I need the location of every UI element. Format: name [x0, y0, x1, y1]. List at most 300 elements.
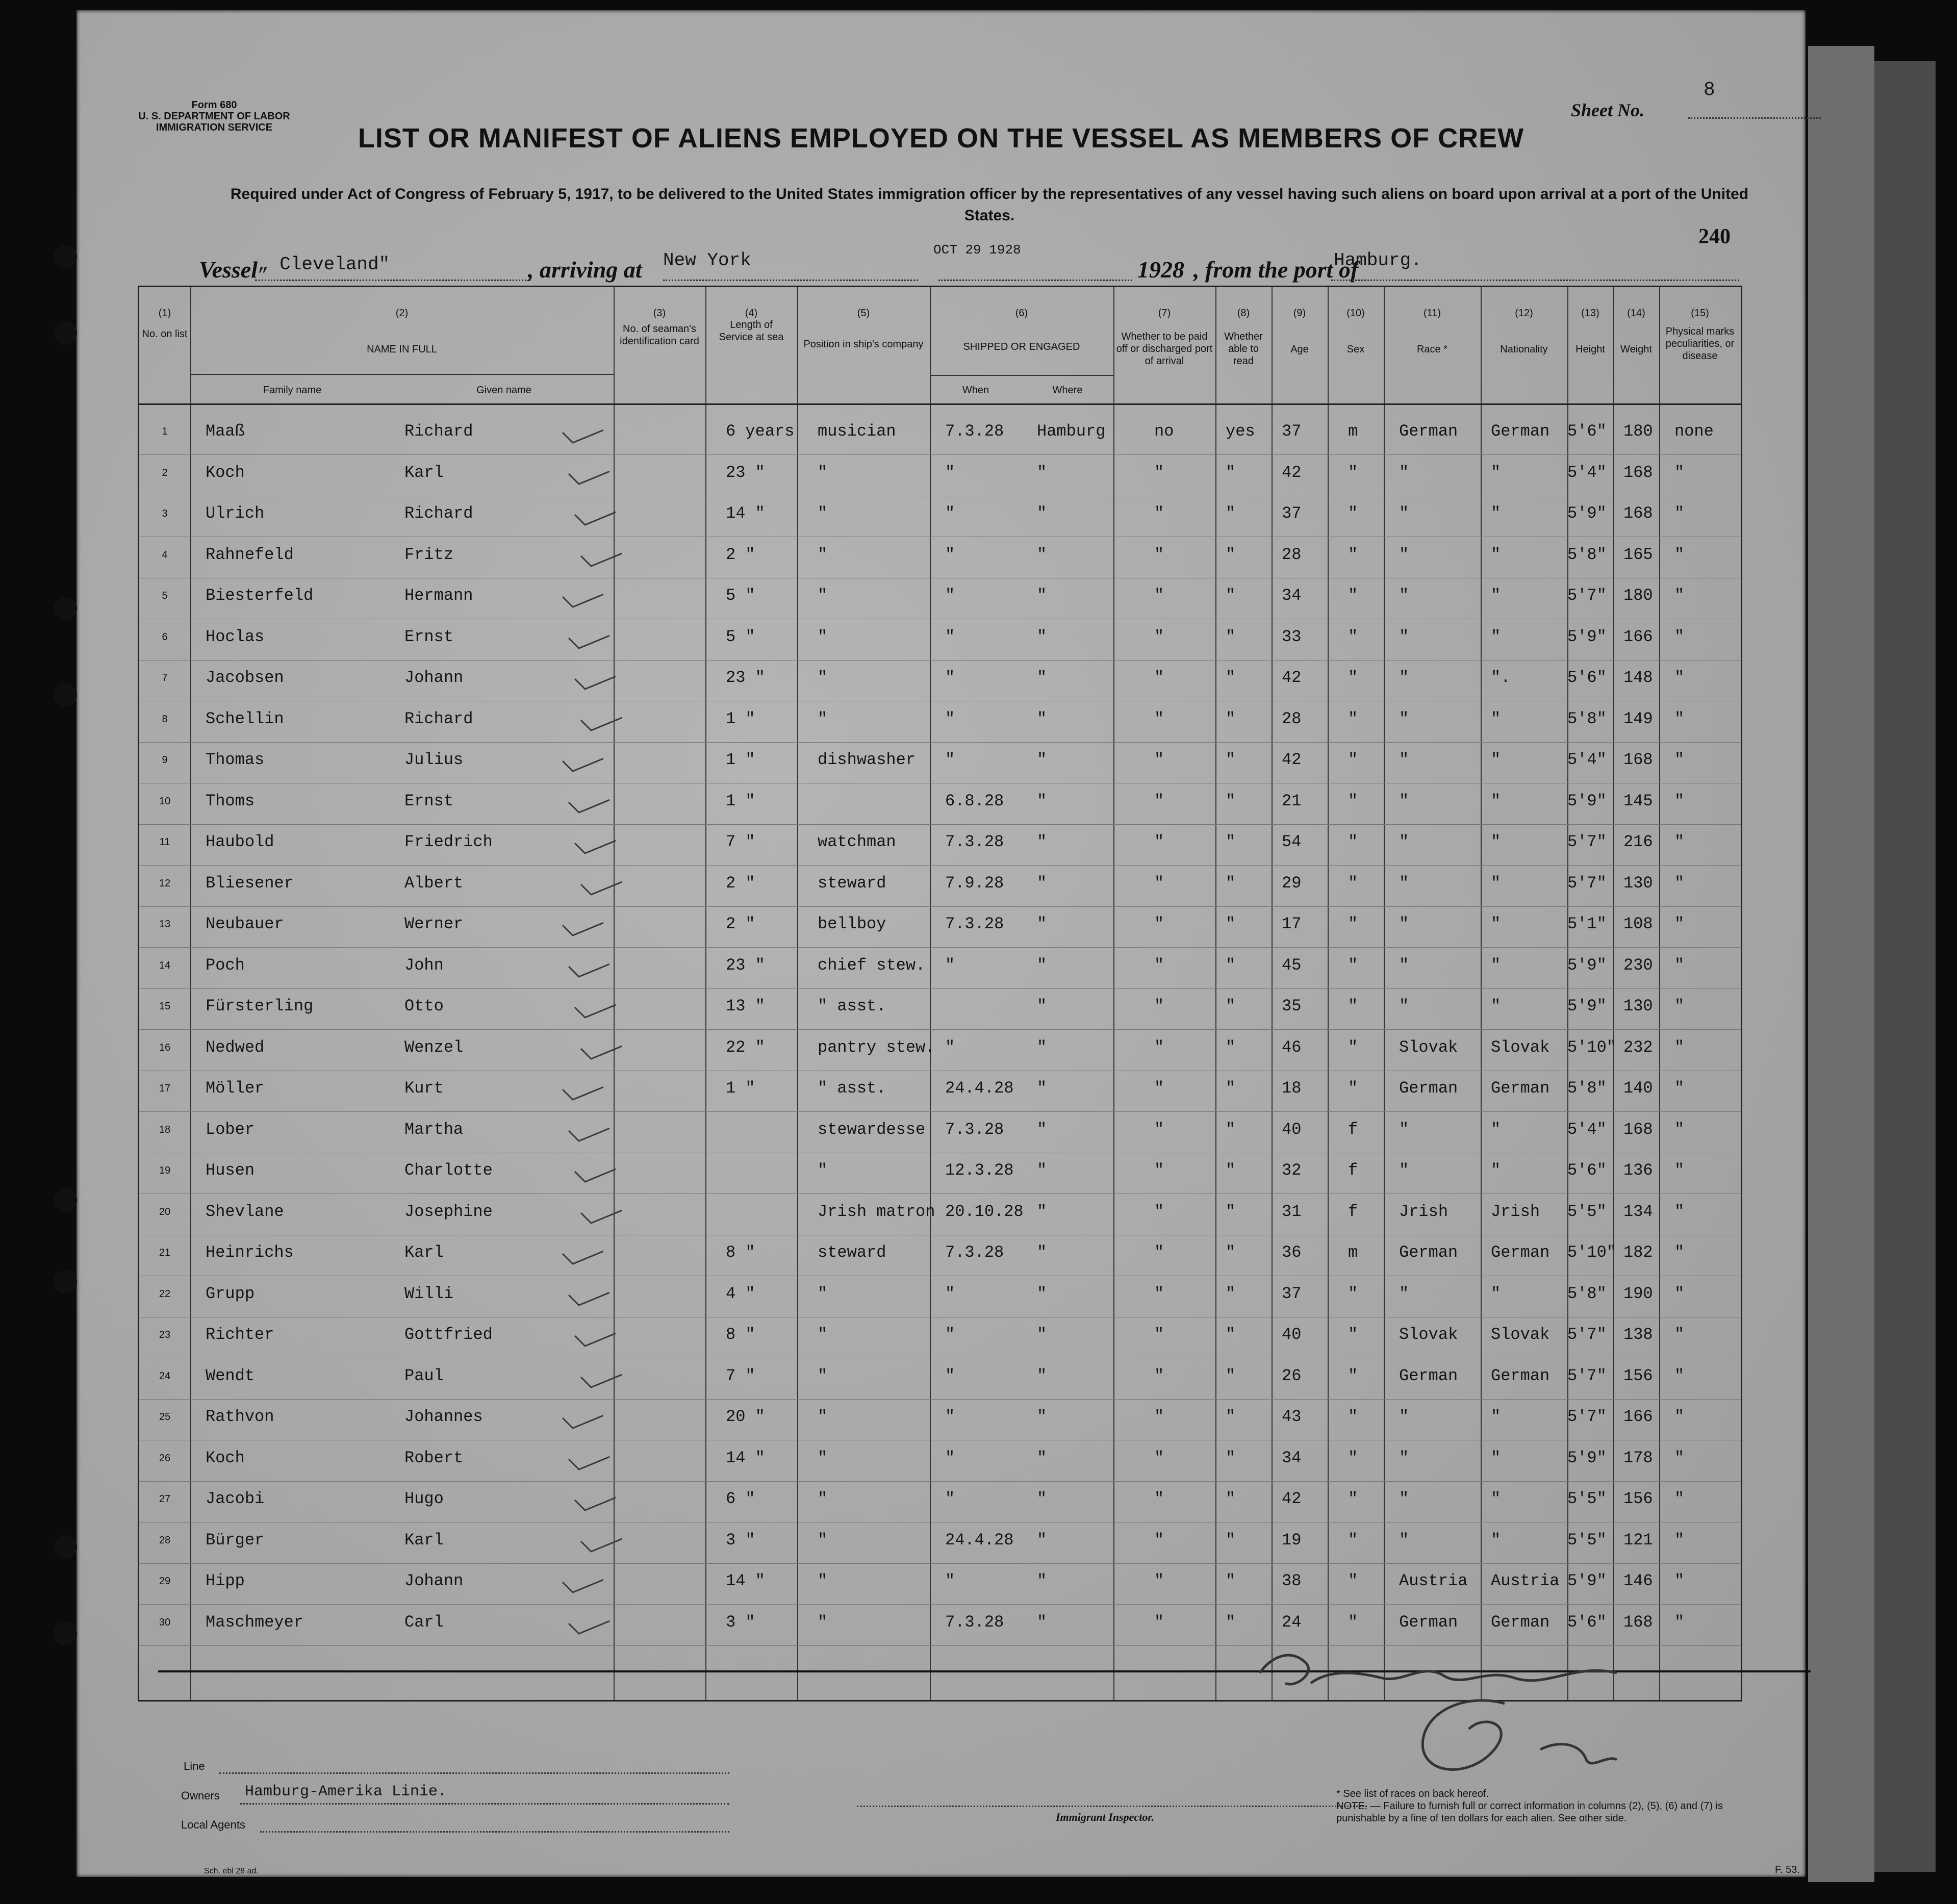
family-name-cell: Heinrichs	[206, 1243, 294, 1262]
family-name-cell: Jacobsen	[206, 668, 284, 687]
nationality-cell: "	[1491, 504, 1501, 523]
family-name-cell: Hoclas	[206, 627, 265, 646]
service-length-cell: 1 "	[726, 709, 755, 728]
given-name-cell: Julius	[404, 750, 464, 769]
nationality-cell: German	[1491, 1079, 1550, 1098]
check-mark-icon	[570, 651, 616, 692]
paid-off-cell: "	[1154, 1448, 1164, 1467]
shipped-where-cell: "	[1037, 1612, 1047, 1632]
service-length-cell: 2 "	[726, 545, 755, 564]
nationality-cell: Jrish	[1491, 1202, 1540, 1221]
row-rule	[139, 824, 1741, 825]
row-number: 23	[159, 1329, 171, 1340]
paid-off-cell: "	[1154, 1325, 1164, 1344]
arriving-label: , arriving at	[528, 257, 642, 283]
shipped-when-cell: 7.9.28	[945, 873, 1004, 893]
row-rule	[139, 1604, 1741, 1605]
binder-hole	[54, 321, 77, 345]
table-row	[139, 702, 1741, 742]
check-mark-icon	[576, 1349, 622, 1390]
age-cell: 31	[1282, 1202, 1302, 1221]
table-row	[139, 825, 1741, 865]
paid-off-cell: "	[1154, 1037, 1164, 1057]
given-name-cell: Ernst	[404, 627, 454, 646]
weight-cell: 156	[1623, 1366, 1653, 1385]
check-mark-icon	[564, 1103, 609, 1144]
row-number: 16	[159, 1042, 171, 1053]
inspector-label: Immigrant Inspector.	[1056, 1811, 1155, 1823]
table-row	[139, 456, 1741, 496]
service-length-cell: 14 "	[726, 1571, 765, 1590]
shipped-when-cell: 7.3.28	[945, 915, 1004, 933]
able-to-read-cell: "	[1226, 1407, 1236, 1426]
weight-cell: 178	[1623, 1448, 1653, 1467]
manifest-sheet	[77, 10, 1806, 1877]
table-row	[139, 949, 1741, 988]
local-agents-field	[260, 1831, 729, 1833]
page-title: LIST OR MANIFEST OF ALIENS EMPLOYED ON THE VESSEL AS MEMBERS OF CREW	[358, 123, 1524, 154]
row-number: 12	[159, 877, 171, 889]
position-cell: "	[818, 1325, 828, 1344]
nationality-cell: "	[1491, 915, 1501, 933]
given-name-cell: Karl	[404, 1243, 444, 1262]
race-cell: German	[1399, 1612, 1458, 1632]
able-to-read-cell: "	[1226, 1571, 1236, 1590]
paid-off-cell: "	[1154, 955, 1164, 975]
service-length-cell: 14 "	[726, 1448, 765, 1467]
position-cell: "	[818, 1407, 828, 1426]
note-races: * See list of races on back hereof.	[1336, 1788, 1489, 1799]
age-cell: 45	[1282, 955, 1302, 975]
shipped-when-cell: "	[945, 955, 955, 975]
able-to-read-cell: "	[1226, 1448, 1236, 1467]
shipped-where-cell: "	[1037, 997, 1047, 1016]
family-name-cell: Rathvon	[206, 1407, 274, 1426]
given-name-cell: Richard	[404, 422, 473, 441]
able-to-read-cell: "	[1226, 545, 1236, 564]
check-mark-icon	[564, 1431, 609, 1472]
service-length-cell: 3 "	[726, 1612, 755, 1632]
row-number: 28	[159, 1534, 171, 1546]
race-cell: "	[1399, 791, 1409, 810]
service-length-cell: 14 "	[726, 504, 765, 523]
given-name-cell: Martha	[404, 1120, 464, 1139]
row-number: 21	[159, 1247, 171, 1258]
age-cell: 54	[1282, 832, 1302, 851]
nationality-cell: German	[1491, 422, 1550, 441]
nationality-cell: "	[1491, 1530, 1501, 1550]
table-row	[139, 867, 1741, 906]
race-cell: "	[1399, 668, 1409, 687]
sex-cell: "	[1348, 463, 1358, 482]
sex-cell: f	[1348, 1202, 1358, 1221]
line-field	[219, 1772, 729, 1774]
paid-off-cell: "	[1154, 1530, 1164, 1550]
check-mark-icon	[564, 610, 609, 651]
sex-cell: "	[1348, 1079, 1358, 1098]
physical-marks-cell: "	[1674, 791, 1685, 810]
physical-marks-cell: "	[1674, 1202, 1685, 1221]
given-name-cell: Johannes	[404, 1407, 483, 1426]
shipped-where-cell: "	[1037, 1325, 1047, 1344]
age-cell: 19	[1282, 1530, 1302, 1550]
given-name-cell: Charlotte	[404, 1161, 493, 1180]
table-row	[139, 661, 1741, 701]
table-row	[139, 497, 1741, 537]
check-mark-icon	[557, 1554, 603, 1595]
sex-cell: "	[1348, 791, 1358, 810]
service-length-cell: 23 "	[726, 955, 765, 975]
sex-cell: "	[1348, 709, 1358, 728]
shipped-when-cell: "	[945, 504, 955, 523]
height-cell: 5'6"	[1567, 1612, 1607, 1632]
check-mark-icon	[557, 404, 603, 445]
position-cell: steward	[818, 1243, 886, 1262]
paid-off-cell: "	[1154, 1079, 1164, 1098]
height-cell: 5'4"	[1567, 1120, 1607, 1139]
age-cell: 40	[1282, 1325, 1302, 1344]
height-cell: 5'6"	[1567, 668, 1607, 687]
table-row	[139, 1031, 1741, 1071]
able-to-read-cell: "	[1226, 1037, 1236, 1057]
physical-marks-cell: "	[1674, 1243, 1685, 1262]
binder-hole	[54, 245, 77, 268]
table-row	[139, 1154, 1741, 1194]
family-name-cell: Koch	[206, 1448, 245, 1467]
physical-marks-cell: "	[1674, 1079, 1685, 1098]
nationality-cell: "	[1491, 955, 1501, 975]
col-num-10: (10)	[1346, 308, 1365, 319]
physical-marks-cell: "	[1674, 463, 1685, 482]
sex-cell: "	[1348, 1489, 1358, 1508]
weight-cell: 190	[1623, 1284, 1653, 1303]
weight-cell: 180	[1623, 422, 1653, 441]
family-name-cell: Jacobi	[206, 1489, 265, 1508]
race-cell: "	[1399, 586, 1409, 605]
given-name-cell: Carl	[404, 1612, 444, 1632]
family-name-cell: Thoms	[206, 791, 255, 810]
family-name-cell: Möller	[206, 1079, 265, 1098]
owners-label: Owners	[181, 1789, 220, 1802]
owners-value: Hamburg-Amerika Linie.	[245, 1783, 447, 1800]
position-cell: stewardesse	[818, 1120, 926, 1139]
sex-cell: "	[1348, 586, 1358, 605]
shipped-where-cell: "	[1037, 1037, 1047, 1057]
sex-cell: "	[1348, 915, 1358, 933]
age-cell: 42	[1282, 750, 1302, 769]
check-mark-icon	[557, 1226, 603, 1266]
nationality-cell: "	[1491, 709, 1501, 728]
local-agents-label: Local Agents	[181, 1818, 245, 1831]
sex-cell: "	[1348, 1284, 1358, 1303]
shipped-when-cell: "	[945, 1366, 955, 1385]
service-name: IMMIGRATION SERVICE	[156, 122, 273, 133]
sex-cell: "	[1348, 955, 1358, 975]
family-name-cell: Rahnefeld	[206, 545, 294, 564]
shipped-when-cell: 20.10.28	[945, 1202, 1024, 1221]
physical-marks-cell: "	[1674, 709, 1685, 728]
position-cell: "	[818, 463, 828, 482]
weight-cell: 230	[1623, 955, 1653, 975]
row-number: 13	[159, 919, 171, 930]
table-row	[139, 620, 1741, 660]
row-rule	[139, 906, 1741, 907]
row-rule	[139, 742, 1741, 743]
nationality-cell: "	[1491, 997, 1501, 1016]
physical-marks-cell: "	[1674, 545, 1685, 564]
age-cell: 46	[1282, 1037, 1302, 1057]
row-number: 11	[159, 836, 170, 848]
row-number: 1	[162, 426, 168, 437]
service-length-cell: 6 years	[726, 422, 795, 441]
race-cell: German	[1399, 1079, 1458, 1098]
nationality-cell: "	[1491, 1284, 1501, 1303]
age-cell: 37	[1282, 1284, 1302, 1303]
col-num-9: (9)	[1293, 308, 1306, 319]
race-cell: "	[1399, 463, 1409, 482]
age-cell: 37	[1282, 504, 1302, 523]
shipped-where-cell: "	[1037, 915, 1047, 933]
race-cell: "	[1399, 997, 1409, 1016]
paid-off-cell: "	[1154, 1366, 1164, 1385]
check-mark-icon	[576, 692, 622, 733]
able-to-read-cell: "	[1226, 1530, 1236, 1550]
service-length-cell: 2 "	[726, 915, 755, 933]
sex-cell: "	[1348, 1037, 1358, 1057]
shipped-when-cell: 12.3.28	[945, 1161, 1014, 1180]
age-cell: 40	[1282, 1120, 1302, 1139]
able-to-read-cell: "	[1226, 791, 1236, 810]
height-cell: 5'9"	[1567, 627, 1607, 646]
able-to-read-cell: "	[1226, 1120, 1236, 1139]
family-name-cell: Ulrich	[206, 504, 265, 523]
col-header-position: Position in ship's company	[803, 339, 924, 350]
shipped-when-cell: "	[945, 1489, 955, 1508]
given-name-cell: Kurt	[404, 1079, 444, 1098]
check-mark-icon	[576, 1185, 622, 1226]
service-length-cell: 1 "	[726, 791, 755, 810]
able-to-read-cell: "	[1226, 627, 1236, 646]
race-cell: German	[1399, 1243, 1458, 1262]
row-number: 19	[159, 1165, 171, 1176]
paid-off-cell: "	[1154, 1407, 1164, 1426]
given-name-cell: Gottfried	[404, 1325, 493, 1344]
shipped-where-cell: "	[1037, 1530, 1047, 1550]
race-cell: "	[1399, 832, 1409, 851]
given-name-cell: Richard	[404, 709, 473, 728]
nationality-cell: "	[1491, 791, 1501, 810]
service-length-cell: 23 "	[726, 668, 765, 687]
col-header-no: No. on list	[142, 328, 188, 340]
physical-marks-cell: "	[1674, 750, 1685, 769]
paid-off-cell: "	[1154, 750, 1164, 769]
age-cell: 37	[1282, 422, 1302, 441]
crew-table	[138, 286, 1742, 1702]
height-cell: 5'5"	[1567, 1530, 1607, 1550]
sex-cell: "	[1348, 668, 1358, 687]
row-rule	[139, 1481, 1741, 1482]
position-cell: " asst.	[818, 997, 886, 1016]
weight-cell: 216	[1623, 832, 1653, 851]
weight-cell: 148	[1623, 668, 1653, 687]
paid-off-cell: "	[1154, 1571, 1164, 1590]
row-rule	[139, 947, 1741, 948]
col-header-age: Age	[1290, 344, 1309, 355]
nationality-cell: "	[1491, 1489, 1501, 1508]
shipped-where-cell: "	[1037, 545, 1047, 564]
sex-cell: "	[1348, 1407, 1358, 1426]
paid-off-cell: "	[1154, 832, 1164, 851]
nationality-cell: ".	[1491, 668, 1511, 687]
family-name-cell: Lober	[206, 1120, 255, 1139]
row-rule	[139, 865, 1741, 866]
paid-off-cell: "	[1154, 1612, 1164, 1632]
binder-hole	[54, 1535, 77, 1559]
row-number: 2	[162, 467, 168, 478]
height-cell: 5'9"	[1567, 504, 1607, 523]
table-row	[139, 1318, 1741, 1358]
race-cell: "	[1399, 709, 1409, 728]
age-cell: 29	[1282, 873, 1302, 893]
physical-marks-cell: "	[1674, 1120, 1685, 1139]
table-row	[139, 743, 1741, 783]
col-header-given: Given name	[476, 385, 531, 396]
paid-off-cell: "	[1154, 1120, 1164, 1139]
height-cell: 5'7"	[1567, 1407, 1607, 1426]
col-num-11: (11)	[1423, 308, 1441, 319]
physical-marks-cell: "	[1674, 627, 1685, 646]
binder-hole	[54, 1188, 77, 1212]
race-cell: "	[1399, 955, 1409, 975]
shipped-when-cell: "	[945, 1448, 955, 1467]
weight-cell: 130	[1623, 873, 1653, 893]
weight-cell: 149	[1623, 709, 1653, 728]
binder-hole	[54, 683, 77, 707]
check-mark-icon	[570, 487, 616, 527]
nationality-cell: "	[1491, 1448, 1501, 1467]
height-cell: 5'7"	[1567, 832, 1607, 851]
check-mark-icon	[576, 856, 622, 897]
family-name-cell: Shevlane	[206, 1202, 284, 1221]
age-cell: 43	[1282, 1407, 1302, 1426]
position-cell: bellboy	[818, 915, 886, 933]
height-cell: 5'1"	[1567, 915, 1607, 933]
row-rule	[139, 988, 1741, 989]
given-name-cell: Ernst	[404, 791, 454, 810]
binder-hole	[54, 597, 77, 620]
col-num-13: (13)	[1581, 308, 1599, 319]
shipped-where-cell: "	[1037, 1448, 1047, 1467]
shipped-where-cell: "	[1037, 586, 1047, 605]
table-row	[139, 538, 1741, 578]
family-name-cell: Nedwed	[206, 1037, 265, 1057]
physical-marks-cell: "	[1674, 1284, 1685, 1303]
height-cell: 5'5"	[1567, 1202, 1607, 1221]
nationality-cell: Austria	[1491, 1571, 1560, 1590]
nationality-cell: German	[1491, 1612, 1550, 1632]
nationality-cell: Slovak	[1491, 1325, 1550, 1344]
shipped-when-cell: 7.3.28	[945, 1243, 1004, 1262]
age-cell: 34	[1282, 586, 1302, 605]
position-cell: chief stew.	[818, 955, 926, 975]
paid-off-cell: "	[1154, 545, 1164, 564]
able-to-read-cell: "	[1226, 1202, 1236, 1221]
col-num-5: (5)	[857, 308, 870, 319]
stamp-number: 240	[1698, 225, 1731, 248]
col-num-12: (12)	[1515, 308, 1533, 319]
position-cell: "	[818, 1612, 828, 1632]
weight-cell: 146	[1623, 1571, 1653, 1590]
physical-marks-cell: "	[1674, 586, 1685, 605]
service-length-cell: 3 "	[726, 1530, 755, 1550]
table-row	[139, 1441, 1741, 1481]
row-number: 10	[159, 795, 171, 807]
col-num-14: (14)	[1627, 308, 1645, 319]
sex-cell: f	[1348, 1120, 1358, 1139]
shipped-where-cell: "	[1037, 791, 1047, 810]
nationality-cell: "	[1491, 1407, 1501, 1426]
row-number: 20	[159, 1206, 171, 1217]
shipped-when-cell: 7.3.28	[945, 1120, 1004, 1139]
race-cell: "	[1399, 873, 1409, 893]
col-num-7: (7)	[1158, 308, 1171, 319]
race-cell: "	[1399, 1120, 1409, 1139]
paid-off-cell: "	[1154, 915, 1164, 933]
check-mark-icon	[557, 733, 603, 774]
weight-cell: 168	[1623, 504, 1653, 523]
col-header-name: NAME IN FULL	[367, 344, 437, 355]
sex-cell: "	[1348, 873, 1358, 893]
departure-port: Hamburg.	[1334, 250, 1422, 271]
col-num-8: (8)	[1237, 308, 1250, 319]
given-name-cell: Karl	[404, 1530, 444, 1550]
year-label: 1928	[1137, 257, 1184, 283]
paid-off-cell: "	[1154, 668, 1164, 687]
table-row	[139, 1195, 1741, 1235]
family-name-cell: Poch	[206, 955, 245, 975]
shipped-where-cell: Hamburg	[1037, 422, 1106, 441]
row-number: 25	[159, 1411, 171, 1423]
sheet-no-label: Sheet No.	[1571, 100, 1644, 120]
race-cell: German	[1399, 1366, 1458, 1385]
shipped-when-cell: "	[945, 1284, 955, 1303]
race-cell: "	[1399, 1448, 1409, 1467]
row-number: 6	[162, 631, 168, 643]
col-header-weight: Weight	[1620, 344, 1652, 355]
row-number: 7	[162, 672, 168, 683]
able-to-read-cell: "	[1226, 955, 1236, 975]
shipped-where-cell: "	[1037, 832, 1047, 851]
physical-marks-cell: "	[1674, 873, 1685, 893]
race-cell: "	[1399, 1407, 1409, 1426]
family-name-cell: Hipp	[206, 1571, 245, 1590]
check-mark-icon	[557, 1061, 603, 1102]
height-cell: 5'7"	[1567, 873, 1607, 893]
shipped-where-cell: "	[1037, 873, 1047, 893]
departure-port-line	[1331, 280, 1739, 281]
sex-cell: "	[1348, 1366, 1358, 1385]
able-to-read-cell: "	[1226, 709, 1236, 728]
nationality-cell: "	[1491, 1161, 1501, 1180]
check-mark-icon	[557, 1390, 603, 1431]
nationality-cell: "	[1491, 545, 1501, 564]
row-number: 9	[162, 754, 168, 766]
check-mark-icon	[564, 774, 609, 815]
row-rule	[139, 1029, 1741, 1030]
weight-cell: 108	[1623, 915, 1653, 933]
check-mark-icon	[576, 1513, 622, 1554]
race-cell: Jrish	[1399, 1202, 1448, 1221]
